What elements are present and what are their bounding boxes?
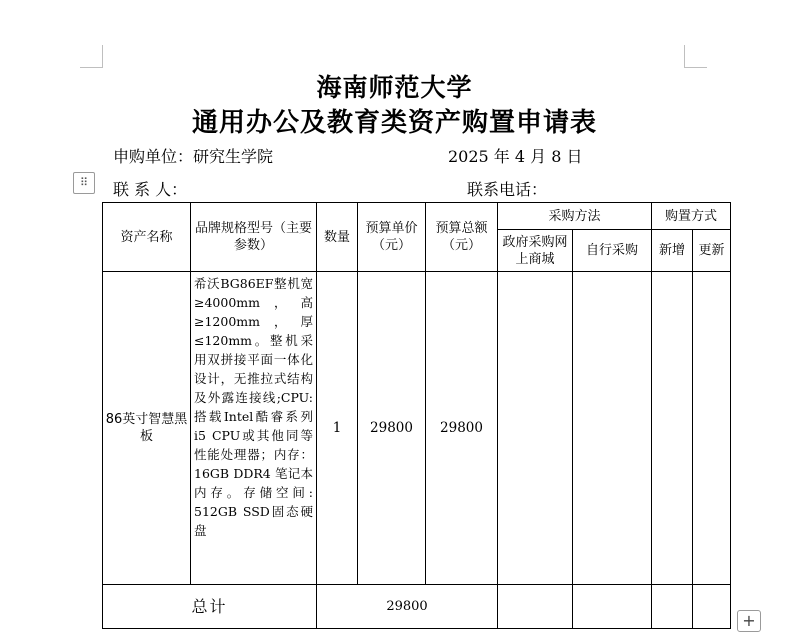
header-gov-mall: 政府采购网上商城 — [498, 230, 573, 272]
cell-spec[interactable]: 希沃BG86EF整机宽≥4000mm，高≥1200mm，厚≤120mm。整机采用双拼接平面一体化设计，无推拉式结构及外露连接线;CPU:搭载Intel酷睿系列 i5 CPU或其他同等性能处理器；内存：16GB DDR4 笔记本内存。存储空间: 512GB SSD固态硬盘 — [191, 272, 317, 585]
application-date: 2025 年 4 月 8 日 — [448, 147, 583, 166]
cell-renew[interactable] — [693, 272, 731, 585]
header-purchase-method: 采购方法 — [498, 203, 652, 230]
purchase-request-table — [102, 202, 731, 629]
header-purchase-type: 购置方式 — [652, 203, 731, 230]
applicant-unit: 申购单位：研究生学院 — [113, 147, 274, 166]
contact-person-label: 联 系 人： — [113, 180, 188, 199]
cell-unit-price[interactable]: 29800 — [358, 272, 426, 585]
page-title: 海南师范大学 — [316, 73, 473, 102]
cell-asset-name[interactable]: 86英寸智慧黑板 — [103, 272, 191, 585]
total-gov-mall[interactable] — [498, 585, 573, 629]
add-row-icon[interactable]: + — [737, 610, 761, 632]
table-move-handle-icon[interactable]: ⠿ — [73, 172, 95, 194]
contact-phone-label: 联系电话： — [467, 180, 548, 199]
total-row — [103, 585, 731, 629]
header-asset-name: 资产名称 — [103, 203, 191, 272]
crop-mark-top-left — [80, 45, 103, 68]
form-title: 通用办公及教育类资产购置申请表 — [191, 108, 597, 138]
header-new: 新增 — [652, 230, 693, 272]
header-self-purchase: 自行采购 — [573, 230, 652, 272]
header-spec: 品牌规格型号（主要参数） — [191, 203, 317, 272]
cell-gov-mall[interactable] — [498, 272, 573, 585]
cell-new[interactable] — [652, 272, 693, 585]
crop-mark-top-right — [684, 45, 707, 68]
header-unit-price: 预算单价（元） — [358, 203, 426, 272]
total-label: 总计 — [103, 585, 317, 629]
total-renew[interactable] — [693, 585, 731, 629]
cell-self-purchase[interactable] — [573, 272, 652, 585]
table-row — [103, 272, 731, 585]
header-total-price: 预算总额（元） — [426, 203, 498, 272]
total-value[interactable]: 29800 — [317, 585, 498, 629]
cell-total-price[interactable]: 29800 — [426, 272, 498, 585]
total-self-purchase[interactable] — [573, 585, 652, 629]
header-quantity: 数量 — [317, 203, 358, 272]
header-renew: 更新 — [693, 230, 731, 272]
cell-quantity[interactable]: 1 — [317, 272, 358, 585]
total-new[interactable] — [652, 585, 693, 629]
